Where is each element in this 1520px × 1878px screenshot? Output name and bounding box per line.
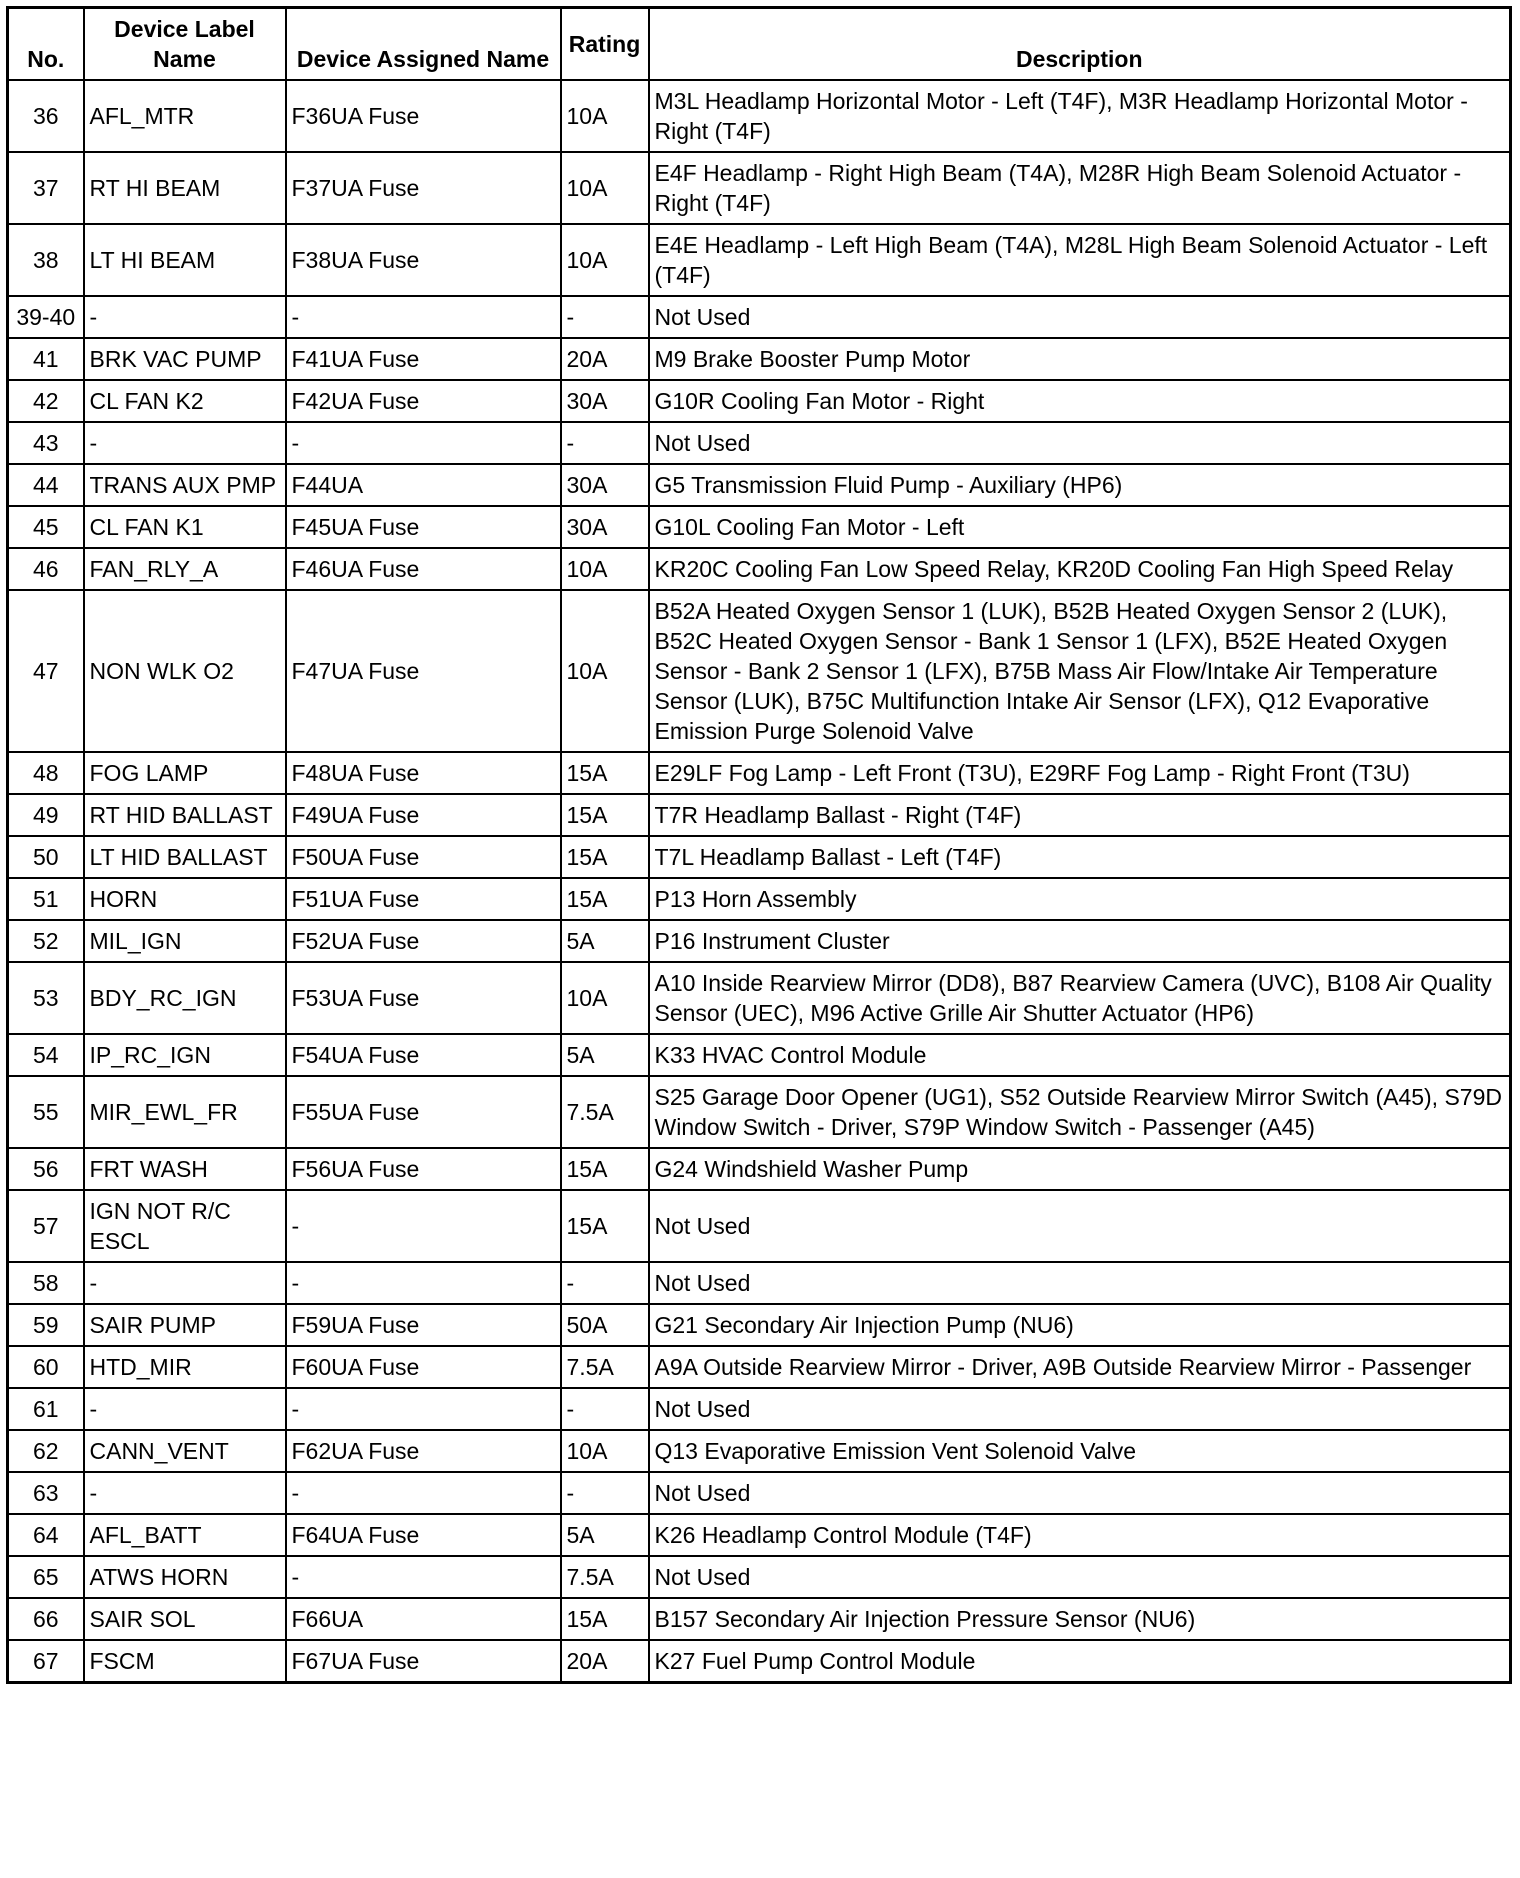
cell-device-label: LT HID BALLAST: [84, 836, 286, 878]
table-row: [8, 338, 1511, 380]
cell-device-label: MIL_IGN: [84, 920, 286, 962]
cell-description: T7L Headlamp Ballast - Left (T4F): [649, 836, 1511, 878]
cell-device-label: CL FAN K2: [84, 380, 286, 422]
cell-no: 60: [8, 1346, 84, 1388]
cell-description: P13 Horn Assembly: [649, 878, 1511, 920]
cell-no: 57: [8, 1190, 84, 1262]
cell-description: B157 Secondary Air Injection Pressure Sensor (NU6): [649, 1598, 1511, 1640]
cell-device-label: FAN_RLY_A: [84, 548, 286, 590]
cell-no: 38: [8, 224, 84, 296]
cell-device-label: HORN: [84, 878, 286, 920]
cell-rating: -: [561, 422, 649, 464]
cell-rating: 7.5A: [561, 1346, 649, 1388]
cell-rating: 10A: [561, 962, 649, 1034]
cell-description: G21 Secondary Air Injection Pump (NU6): [649, 1304, 1511, 1346]
cell-description: G24 Windshield Washer Pump: [649, 1148, 1511, 1190]
cell-no: 42: [8, 380, 84, 422]
cell-device-label: -: [84, 296, 286, 338]
cell-device-label: RT HI BEAM: [84, 152, 286, 224]
cell-device-label: -: [84, 1472, 286, 1514]
cell-no: 59: [8, 1304, 84, 1346]
cell-rating: -: [561, 1388, 649, 1430]
cell-device-label: -: [84, 422, 286, 464]
cell-description: A10 Inside Rearview Mirror (DD8), B87 Rearview Camera (UVC), B108 Air Quality Sensor (UEC), M96 Active Grille Air Shutter Actuator (HP6): [649, 962, 1511, 1034]
cell-device-label: SAIR PUMP: [84, 1304, 286, 1346]
table-row: [8, 590, 1511, 752]
table-row: [8, 1346, 1511, 1388]
cell-device-assigned: -: [286, 1262, 561, 1304]
cell-device-assigned: F56UA Fuse: [286, 1148, 561, 1190]
cell-device-label: AFL_MTR: [84, 80, 286, 152]
cell-device-assigned: -: [286, 1190, 561, 1262]
cell-no: 51: [8, 878, 84, 920]
table-row: [8, 836, 1511, 878]
cell-rating: -: [561, 1472, 649, 1514]
header-rating: Rating: [561, 8, 649, 81]
table-row: [8, 506, 1511, 548]
cell-description: KR20C Cooling Fan Low Speed Relay, KR20D Cooling Fan High Speed Relay: [649, 548, 1511, 590]
cell-description: Not Used: [649, 422, 1511, 464]
cell-no: 46: [8, 548, 84, 590]
cell-no: 50: [8, 836, 84, 878]
table-row: [8, 1514, 1511, 1556]
cell-device-label: BDY_RC_IGN: [84, 962, 286, 1034]
cell-rating: -: [561, 1262, 649, 1304]
cell-rating: 7.5A: [561, 1076, 649, 1148]
cell-no: 58: [8, 1262, 84, 1304]
table-row: [8, 152, 1511, 224]
cell-device-assigned: F67UA Fuse: [286, 1640, 561, 1683]
header-no: No.: [8, 8, 84, 81]
cell-rating: 15A: [561, 794, 649, 836]
header-description: Description: [649, 8, 1511, 81]
cell-description: Not Used: [649, 1190, 1511, 1262]
cell-no: 53: [8, 962, 84, 1034]
table-row: [8, 296, 1511, 338]
table-row: [8, 1556, 1511, 1598]
fuse-table: [6, 6, 1512, 1684]
table-row: [8, 1262, 1511, 1304]
cell-device-assigned: -: [286, 296, 561, 338]
cell-no: 36: [8, 80, 84, 152]
cell-description: G10R Cooling Fan Motor - Right: [649, 380, 1511, 422]
cell-rating: 15A: [561, 1190, 649, 1262]
cell-rating: 15A: [561, 878, 649, 920]
cell-device-label: BRK VAC PUMP: [84, 338, 286, 380]
cell-description: K33 HVAC Control Module: [649, 1034, 1511, 1076]
cell-device-label: IP_RC_IGN: [84, 1034, 286, 1076]
cell-description: Not Used: [649, 1262, 1511, 1304]
cell-description: Q13 Evaporative Emission Vent Solenoid Valve: [649, 1430, 1511, 1472]
cell-rating: 10A: [561, 152, 649, 224]
cell-device-assigned: F59UA Fuse: [286, 1304, 561, 1346]
cell-device-assigned: F42UA Fuse: [286, 380, 561, 422]
cell-device-assigned: F62UA Fuse: [286, 1430, 561, 1472]
table-row: [8, 548, 1511, 590]
cell-device-assigned: F45UA Fuse: [286, 506, 561, 548]
cell-device-label: FOG LAMP: [84, 752, 286, 794]
cell-rating: 15A: [561, 1148, 649, 1190]
cell-device-label: FSCM: [84, 1640, 286, 1683]
table-row: [8, 962, 1511, 1034]
cell-device-label: SAIR SOL: [84, 1598, 286, 1640]
table-row: [8, 1640, 1511, 1683]
cell-device-assigned: -: [286, 422, 561, 464]
table-row: [8, 1472, 1511, 1514]
header-row: [8, 8, 1511, 81]
header-device-assigned-name: Device Assigned Name: [286, 8, 561, 81]
cell-device-label: -: [84, 1388, 286, 1430]
cell-no: 55: [8, 1076, 84, 1148]
header-device-label-name: Device Label Name: [84, 8, 286, 81]
cell-description: Not Used: [649, 1472, 1511, 1514]
cell-description: S25 Garage Door Opener (UG1), S52 Outside Rearview Mirror Switch (A45), S79D Window Switch - Driver, S79P Window Switch - Passenger (A45): [649, 1076, 1511, 1148]
cell-description: G5 Transmission Fluid Pump - Auxiliary (HP6): [649, 464, 1511, 506]
cell-device-assigned: F37UA Fuse: [286, 152, 561, 224]
table-row: [8, 794, 1511, 836]
cell-device-label: TRANS AUX PMP: [84, 464, 286, 506]
cell-device-label: CL FAN K1: [84, 506, 286, 548]
cell-device-assigned: F41UA Fuse: [286, 338, 561, 380]
table-row: [8, 1148, 1511, 1190]
cell-rating: 20A: [561, 1640, 649, 1683]
cell-no: 39-40: [8, 296, 84, 338]
cell-device-assigned: F54UA Fuse: [286, 1034, 561, 1076]
cell-description: E4E Headlamp - Left High Beam (T4A), M28L High Beam Solenoid Actuator - Left (T4F): [649, 224, 1511, 296]
cell-no: 54: [8, 1034, 84, 1076]
cell-no: 48: [8, 752, 84, 794]
cell-description: Not Used: [649, 1388, 1511, 1430]
table-row: [8, 1034, 1511, 1076]
cell-rating: 30A: [561, 380, 649, 422]
cell-rating: 10A: [561, 548, 649, 590]
cell-no: 45: [8, 506, 84, 548]
table-row: [8, 878, 1511, 920]
cell-no: 63: [8, 1472, 84, 1514]
cell-device-assigned: F47UA Fuse: [286, 590, 561, 752]
cell-description: E29LF Fog Lamp - Left Front (T3U), E29RF Fog Lamp - Right Front (T3U): [649, 752, 1511, 794]
cell-rating: 30A: [561, 506, 649, 548]
cell-no: 43: [8, 422, 84, 464]
cell-rating: 10A: [561, 590, 649, 752]
cell-no: 62: [8, 1430, 84, 1472]
cell-description: P16 Instrument Cluster: [649, 920, 1511, 962]
cell-no: 37: [8, 152, 84, 224]
cell-device-label: LT HI BEAM: [84, 224, 286, 296]
table-row: [8, 380, 1511, 422]
cell-no: 67: [8, 1640, 84, 1683]
cell-no: 47: [8, 590, 84, 752]
cell-rating: 20A: [561, 338, 649, 380]
cell-rating: 10A: [561, 1430, 649, 1472]
cell-device-label: AFL_BATT: [84, 1514, 286, 1556]
cell-device-assigned: -: [286, 1388, 561, 1430]
cell-description: A9A Outside Rearview Mirror - Driver, A9B Outside Rearview Mirror - Passenger: [649, 1346, 1511, 1388]
cell-device-assigned: F64UA Fuse: [286, 1514, 561, 1556]
cell-device-label: -: [84, 1262, 286, 1304]
cell-rating: 10A: [561, 80, 649, 152]
cell-no: 56: [8, 1148, 84, 1190]
table-row: [8, 1388, 1511, 1430]
cell-device-assigned: F55UA Fuse: [286, 1076, 561, 1148]
table-row: [8, 464, 1511, 506]
cell-description: M9 Brake Booster Pump Motor: [649, 338, 1511, 380]
cell-no: 64: [8, 1514, 84, 1556]
cell-no: 49: [8, 794, 84, 836]
cell-device-assigned: F66UA: [286, 1598, 561, 1640]
cell-no: 44: [8, 464, 84, 506]
cell-device-assigned: F50UA Fuse: [286, 836, 561, 878]
cell-device-assigned: F46UA Fuse: [286, 548, 561, 590]
cell-rating: 15A: [561, 1598, 649, 1640]
cell-no: 66: [8, 1598, 84, 1640]
table-row: [8, 920, 1511, 962]
cell-device-assigned: F38UA Fuse: [286, 224, 561, 296]
cell-rating: 15A: [561, 752, 649, 794]
table-row: [8, 422, 1511, 464]
cell-device-assigned: F48UA Fuse: [286, 752, 561, 794]
cell-device-assigned: F44UA: [286, 464, 561, 506]
cell-device-assigned: F49UA Fuse: [286, 794, 561, 836]
cell-rating: 15A: [561, 836, 649, 878]
table-row: [8, 752, 1511, 794]
table-row: [8, 1076, 1511, 1148]
table-row: [8, 80, 1511, 152]
cell-no: 65: [8, 1556, 84, 1598]
cell-rating: 50A: [561, 1304, 649, 1346]
cell-rating: 5A: [561, 1514, 649, 1556]
cell-device-label: HTD_MIR: [84, 1346, 286, 1388]
cell-description: Not Used: [649, 296, 1511, 338]
cell-device-assigned: F36UA Fuse: [286, 80, 561, 152]
cell-device-label: MIR_EWL_FR: [84, 1076, 286, 1148]
cell-no: 41: [8, 338, 84, 380]
cell-device-assigned: F51UA Fuse: [286, 878, 561, 920]
cell-no: 61: [8, 1388, 84, 1430]
cell-device-assigned: F60UA Fuse: [286, 1346, 561, 1388]
cell-description: M3L Headlamp Horizontal Motor - Left (T4F), M3R Headlamp Horizontal Motor - Right (T4F): [649, 80, 1511, 152]
cell-description: E4F Headlamp - Right High Beam (T4A), M28R High Beam Solenoid Actuator - Right (T4F): [649, 152, 1511, 224]
cell-description: K27 Fuel Pump Control Module: [649, 1640, 1511, 1683]
cell-no: 52: [8, 920, 84, 962]
cell-device-label: FRT WASH: [84, 1148, 286, 1190]
cell-description: G10L Cooling Fan Motor - Left: [649, 506, 1511, 548]
cell-rating: 5A: [561, 920, 649, 962]
cell-device-label: RT HID BALLAST: [84, 794, 286, 836]
cell-description: T7R Headlamp Ballast - Right (T4F): [649, 794, 1511, 836]
cell-device-assigned: F53UA Fuse: [286, 962, 561, 1034]
table-row: [8, 1304, 1511, 1346]
table-row: [8, 1430, 1511, 1472]
cell-rating: 7.5A: [561, 1556, 649, 1598]
cell-rating: -: [561, 296, 649, 338]
table-row: [8, 224, 1511, 296]
cell-device-label: NON WLK O2: [84, 590, 286, 752]
cell-device-assigned: -: [286, 1472, 561, 1514]
table-row: [8, 1598, 1511, 1640]
cell-description: B52A Heated Oxygen Sensor 1 (LUK), B52B Heated Oxygen Sensor 2 (LUK), B52C Heated Oxygen Sensor - Bank 1 Sensor 1 (LFX), B52E Heated Oxygen Sensor - Bank 2 Sensor 1 (LFX), B75B Mass Air Flow/Intake Air Temperature Sensor (LUK), B75C Multifunction Intake Air Sensor (LFX), Q12 Evaporative Emission Purge Solenoid Valve: [649, 590, 1511, 752]
cell-device-assigned: -: [286, 1556, 561, 1598]
table-row: [8, 1190, 1511, 1262]
cell-rating: 10A: [561, 224, 649, 296]
cell-rating: 30A: [561, 464, 649, 506]
cell-device-assigned: F52UA Fuse: [286, 920, 561, 962]
cell-rating: 5A: [561, 1034, 649, 1076]
cell-device-label: ATWS HORN: [84, 1556, 286, 1598]
cell-description: Not Used: [649, 1556, 1511, 1598]
cell-description: K26 Headlamp Control Module (T4F): [649, 1514, 1511, 1556]
cell-device-label: IGN NOT R/C ESCL: [84, 1190, 286, 1262]
cell-device-label: CANN_VENT: [84, 1430, 286, 1472]
